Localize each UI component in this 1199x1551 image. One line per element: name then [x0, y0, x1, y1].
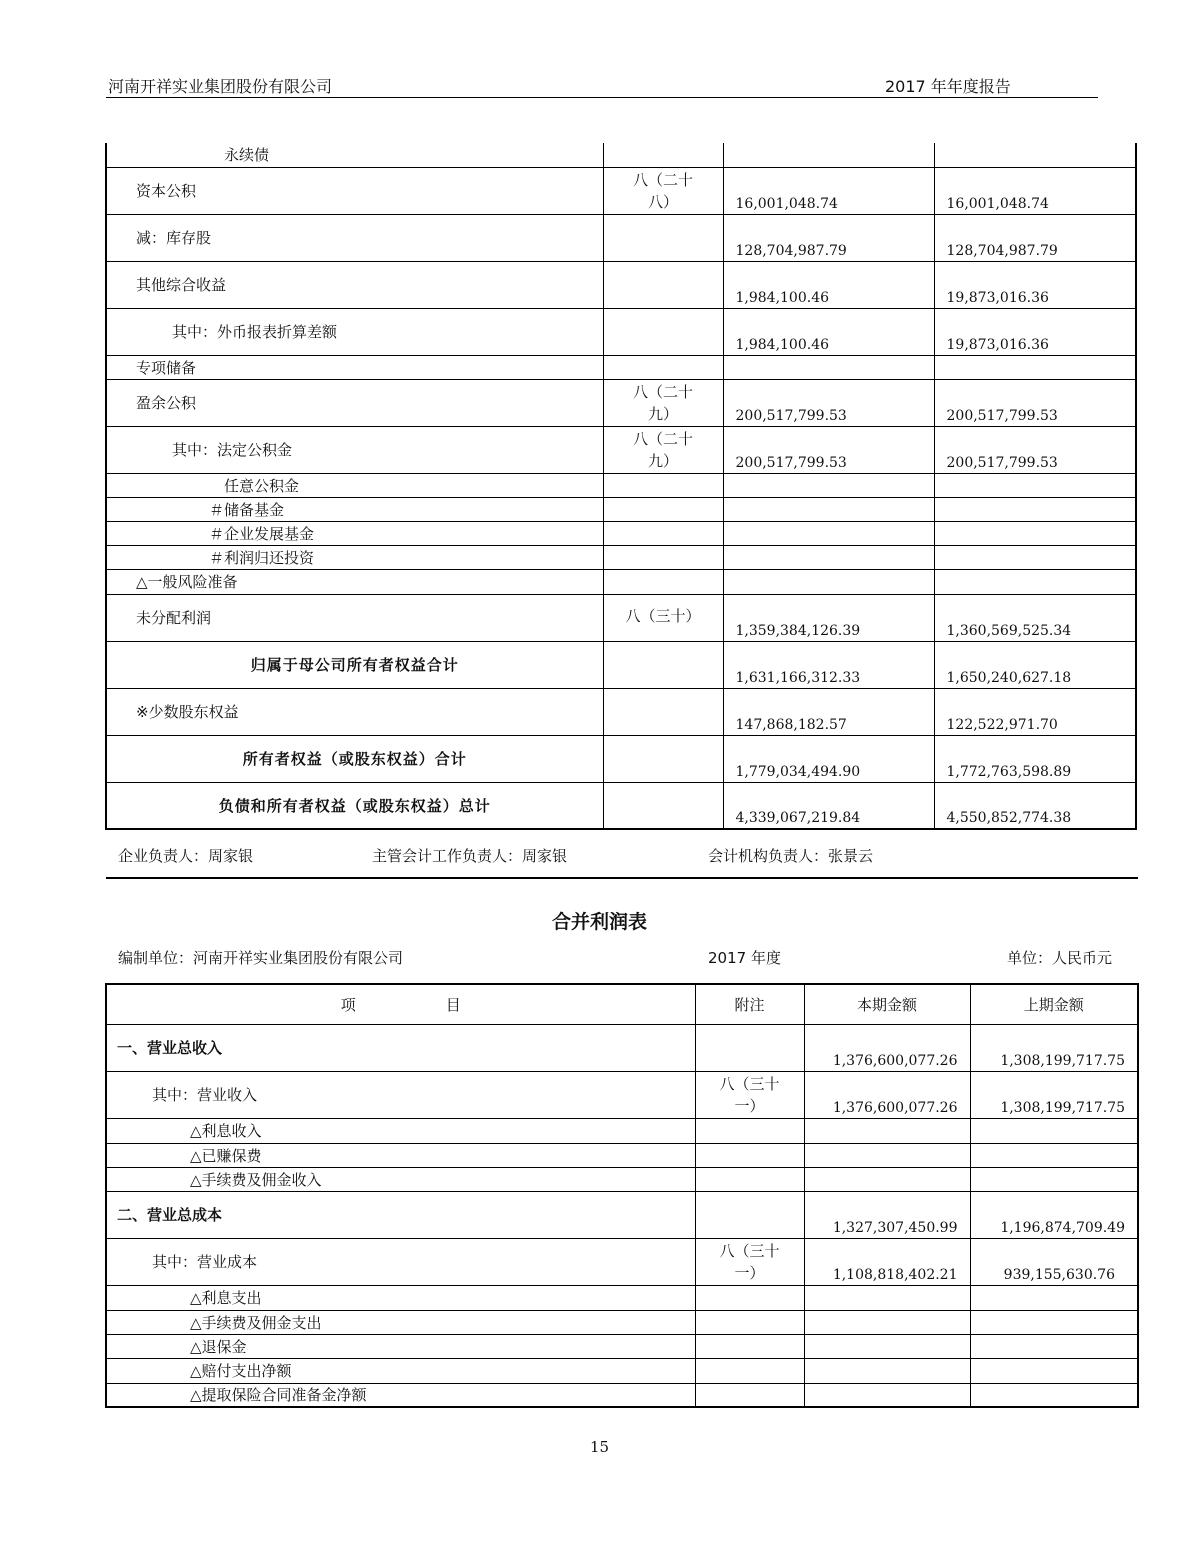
row-label: △利息支出: [106, 1285, 695, 1310]
row-label: △赔付支出净额: [106, 1358, 695, 1383]
row-note: [695, 1191, 804, 1238]
row-label: 永续债: [106, 143, 603, 167]
table-row: [106, 688, 1136, 735]
row-note: [695, 1143, 804, 1167]
row-note-text: 八（二十八）: [632, 170, 693, 211]
row-current: 1,376,600,077.26: [804, 1024, 970, 1071]
row-label: ※少数股东权益: [106, 688, 603, 735]
row-previous: 4,550,852,774.38: [934, 782, 1136, 829]
row-note: 八（三十）: [603, 594, 723, 641]
table-header-row: [106, 984, 1138, 1024]
header-current: 本期金额: [804, 984, 970, 1024]
row-current: [804, 1118, 970, 1143]
section-divider: [106, 877, 1138, 879]
row-label: ＃企业发展基金: [106, 521, 603, 545]
signature-accounting: 主管会计工作负责人：周家银: [372, 847, 568, 865]
row-previous: [970, 1358, 1138, 1383]
row-previous: 16,001,048.74: [934, 167, 1136, 214]
table-row: [106, 782, 1136, 829]
row-label: ＃储备基金: [106, 497, 603, 521]
row-note-text: 八（二十九）: [632, 429, 693, 470]
period: 2017 年度: [708, 949, 781, 967]
row-previous: [934, 569, 1136, 594]
row-label: △手续费及佣金支出: [106, 1310, 695, 1334]
row-current: [804, 1143, 970, 1167]
header-previous: 上期金额: [970, 984, 1138, 1024]
row-current: [723, 497, 934, 521]
row-previous: [970, 1167, 1138, 1191]
currency-unit: 单位：人民币元: [1007, 949, 1113, 967]
row-label: 其中：法定公积金: [106, 426, 603, 473]
table-row: [106, 1118, 1138, 1143]
row-label-section: 一、营业总收入: [106, 1024, 695, 1071]
row-note-text: 八（三十一）: [719, 1074, 780, 1115]
table-row: [106, 167, 1136, 214]
row-previous: [934, 497, 1136, 521]
row-current: 1,327,307,450.99: [804, 1191, 970, 1238]
row-note-text: 八（二十九）: [632, 382, 693, 423]
row-previous: 1,196,874,709.49: [970, 1191, 1138, 1238]
row-previous: 1,308,199,717.75: [970, 1071, 1138, 1118]
row-note: [603, 214, 723, 261]
row-note: [695, 1285, 804, 1310]
row-previous: [970, 1143, 1138, 1167]
row-label: △一般风险准备: [106, 569, 603, 594]
row-note: [603, 688, 723, 735]
income-statement-table: [105, 983, 1139, 1408]
header-note: 附注: [695, 984, 804, 1024]
table-row: [106, 521, 1136, 545]
table-row: [106, 1024, 1138, 1071]
table-row: [106, 1383, 1138, 1407]
row-previous: 19,873,016.36: [934, 261, 1136, 308]
row-current: [723, 143, 934, 167]
row-current: [804, 1285, 970, 1310]
row-current: [723, 545, 934, 569]
table-row: [106, 214, 1136, 261]
row-note: [695, 1167, 804, 1191]
table-row: [106, 641, 1136, 688]
balance-sheet-table: [105, 143, 1137, 830]
row-label: △手续费及佣金收入: [106, 1167, 695, 1191]
row-previous: 1,650,240,627.18: [934, 641, 1136, 688]
row-label: 专项储备: [106, 355, 603, 379]
row-current: [723, 569, 934, 594]
row-current: 147,868,182.57: [723, 688, 934, 735]
table-row: [106, 1310, 1138, 1334]
row-note: [603, 497, 723, 521]
table-row: [106, 735, 1136, 782]
row-note: [695, 1383, 804, 1407]
row-label: △利息收入: [106, 1118, 695, 1143]
row-previous: [970, 1310, 1138, 1334]
row-note: [603, 261, 723, 308]
table-row: [106, 379, 1136, 426]
signature-agency: 会计机构负责人：张景云: [708, 847, 874, 865]
row-previous: [934, 521, 1136, 545]
row-current: 1,779,034,494.90: [723, 735, 934, 782]
row-note: [603, 355, 723, 379]
table-row: [106, 355, 1136, 379]
row-label: 资本公积: [106, 167, 603, 214]
row-previous: 19,873,016.36: [934, 308, 1136, 355]
table-row: [106, 308, 1136, 355]
table-row: [106, 473, 1136, 497]
row-previous: 200,517,799.53: [934, 426, 1136, 473]
row-label-total: 归属于母公司所有者权益合计: [106, 641, 603, 688]
row-previous: 128,704,987.79: [934, 214, 1136, 261]
row-current: [804, 1334, 970, 1358]
row-label-total: 负债和所有者权益（或股东权益）总计: [106, 782, 603, 829]
row-previous: [970, 1285, 1138, 1310]
row-previous: [970, 1334, 1138, 1358]
row-note: [603, 545, 723, 569]
row-previous: [934, 473, 1136, 497]
table-row: [106, 1285, 1138, 1310]
income-statement-title: 合并利润表: [551, 911, 647, 933]
row-label: 其中：外币报表折算差额: [106, 308, 603, 355]
header-item: 项 目: [106, 984, 695, 1024]
row-current: 128,704,987.79: [723, 214, 934, 261]
row-previous: [970, 1383, 1138, 1407]
row-note: [603, 521, 723, 545]
row-previous: 1,308,199,717.75: [970, 1024, 1138, 1071]
row-label: 减：库存股: [106, 214, 603, 261]
table-row: [106, 1143, 1138, 1167]
preparer: 编制单位：河南开祥实业集团股份有限公司: [118, 949, 404, 967]
row-label: 其中：营业成本: [106, 1238, 695, 1285]
table-row: [106, 426, 1136, 473]
row-label: 任意公积金: [106, 473, 603, 497]
row-note: [695, 1358, 804, 1383]
row-note: [603, 473, 723, 497]
signature-enterprise: 企业负责人：周家银: [118, 847, 254, 865]
row-label: △退保金: [106, 1334, 695, 1358]
row-label: △提取保险合同准备金净额: [106, 1383, 695, 1407]
row-note: [603, 426, 723, 473]
row-current: [723, 473, 934, 497]
row-note: [695, 1071, 804, 1118]
header-report-title: 2017 年年度报告: [885, 77, 1011, 96]
row-current: 1,631,166,312.33: [723, 641, 934, 688]
row-previous: [934, 143, 1136, 167]
row-previous: [934, 545, 1136, 569]
row-label-section: 二、营业总成本: [106, 1191, 695, 1238]
table-row: [106, 1358, 1138, 1383]
table-row: [106, 1191, 1138, 1238]
row-previous: 200,517,799.53: [934, 379, 1136, 426]
row-label: 其他综合收益: [106, 261, 603, 308]
table-row: [106, 261, 1136, 308]
row-note: [603, 641, 723, 688]
row-previous: 1,360,569,525.34: [934, 594, 1136, 641]
row-current: 1,376,600,077.26: [804, 1071, 970, 1118]
row-previous: 939,155,630.76: [970, 1238, 1138, 1285]
row-label: 未分配利润: [106, 594, 603, 641]
row-previous: 1,772,763,598.89: [934, 735, 1136, 782]
row-current: [804, 1358, 970, 1383]
row-note: [603, 569, 723, 594]
row-current: 1,984,100.46: [723, 308, 934, 355]
row-current: 1,984,100.46: [723, 261, 934, 308]
row-note: [695, 1024, 804, 1071]
table-row: [106, 1334, 1138, 1358]
row-current: 4,339,067,219.84: [723, 782, 934, 829]
row-previous: [934, 355, 1136, 379]
row-note: [603, 308, 723, 355]
row-note: [603, 167, 723, 214]
row-label-total: 所有者权益（或股东权益）合计: [106, 735, 603, 782]
table-row: [106, 1167, 1138, 1191]
row-current: [723, 521, 934, 545]
row-note: [695, 1238, 804, 1285]
table-row: [106, 594, 1136, 641]
row-note: [695, 1310, 804, 1334]
header-company: 河南开祥实业集团股份有限公司: [108, 77, 333, 96]
row-current: 16,001,048.74: [723, 167, 934, 214]
row-current: 200,517,799.53: [723, 426, 934, 473]
row-previous: [970, 1118, 1138, 1143]
row-note-text: 八（三十一）: [719, 1241, 780, 1282]
row-note: [695, 1334, 804, 1358]
table-row: [106, 1238, 1138, 1285]
row-current: [723, 355, 934, 379]
row-note: [603, 735, 723, 782]
row-current: 200,517,799.53: [723, 379, 934, 426]
table-row: [106, 143, 1136, 167]
row-current: 1,108,818,402.21: [804, 1238, 970, 1285]
row-current: [804, 1383, 970, 1407]
row-note: [603, 379, 723, 426]
row-note: [603, 143, 723, 167]
header-divider: [106, 97, 1098, 98]
table-row: [106, 497, 1136, 521]
page-number: 15: [589, 1438, 610, 1456]
row-current: [804, 1310, 970, 1334]
row-note: [603, 782, 723, 829]
row-label: 其中：营业收入: [106, 1071, 695, 1118]
row-note: [695, 1118, 804, 1143]
row-current: 1,359,384,126.39: [723, 594, 934, 641]
row-previous: 122,522,971.70: [934, 688, 1136, 735]
row-label: ＃利润归还投资: [106, 545, 603, 569]
row-current: [804, 1167, 970, 1191]
table-row: [106, 569, 1136, 594]
table-row: [106, 1071, 1138, 1118]
row-label: 盈余公积: [106, 379, 603, 426]
table-row: [106, 545, 1136, 569]
row-label: △已赚保费: [106, 1143, 695, 1167]
